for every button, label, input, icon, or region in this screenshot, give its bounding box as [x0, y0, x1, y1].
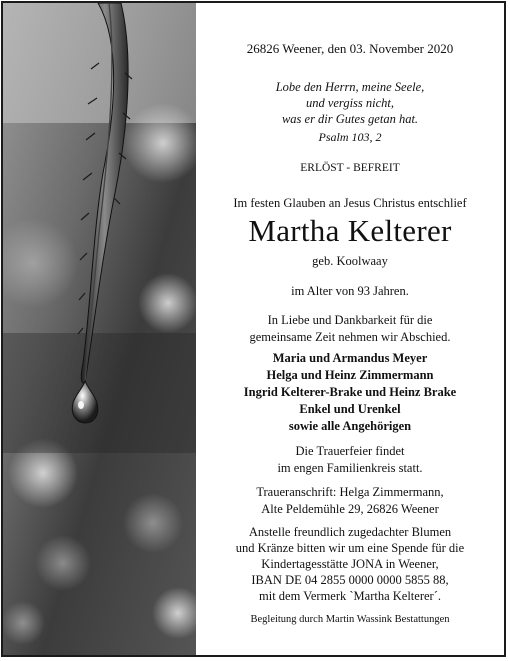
mourning-address	[196, 484, 504, 518]
donation-line: IBAN DE 04 2855 0000 0000 5855 88,	[251, 573, 449, 587]
address-line: Traueranschrift: Helga Zimmermann,	[256, 485, 444, 499]
psalm-quote	[196, 79, 504, 127]
obituary-notice	[1, 1, 506, 657]
donation-line: und Kränze bitten wir um eine Spende für die	[235, 541, 465, 555]
photo-graphic	[3, 3, 196, 655]
motto: ERLÖST - BEFREIT	[300, 162, 400, 174]
dateline: 26826 Weener, den 03. November 2020	[246, 41, 454, 56]
mourner-item: Maria und Armandus Meyer	[272, 351, 428, 365]
leaf-waterdrop-photo	[3, 3, 196, 655]
address-line: Alte Peldemühle 29, 26826 Weener	[261, 502, 439, 516]
farewell-line: In Liebe und Dankbarkeit für die	[267, 313, 433, 327]
funeral-line: im engen Familienkreis statt.	[277, 461, 423, 475]
donation-line: Kindertagesstätte JONA in Weener,	[261, 557, 439, 571]
donation-line: mit dem Vermerk `Martha Kelterer´.	[259, 589, 441, 603]
farewell-text	[196, 312, 504, 346]
deceased-name: Martha Kelterer	[248, 213, 452, 248]
mourner-item: Helga und Heinz Zimmermann	[266, 368, 434, 382]
mourner-item: Enkel und Urenkel	[299, 402, 401, 416]
funeral-info	[196, 443, 504, 477]
mourner-item: sowie alle Angehörigen	[288, 419, 412, 433]
notice-text-column	[196, 3, 504, 655]
psalm-line: Lobe den Herrn, meine Seele,	[275, 80, 425, 94]
intro-text: Im festen Glauben an Jesus Christus entschlief	[233, 196, 467, 210]
psalm-reference: Psalm 103, 2	[318, 130, 382, 144]
mourners-list	[196, 350, 504, 435]
donation-line: Anstelle freundlich zugedachter Blumen	[248, 525, 452, 539]
age-text: im Alter von 93 Jahren.	[291, 284, 409, 298]
maiden-name: geb. Koolwaay	[312, 254, 388, 268]
funeral-line: Die Trauerfeier findet	[295, 444, 405, 458]
undertaker-credit: Begleitung durch Martin Wassink Bestattungen	[250, 614, 450, 625]
psalm-line: was er dir Gutes getan hat.	[281, 112, 419, 126]
farewell-line: gemeinsame Zeit nehmen wir Abschied.	[249, 330, 451, 344]
psalm-line: und vergiss nicht,	[305, 96, 395, 110]
mourner-item: Ingrid Kelterer-Brake und Heinz Brake	[243, 385, 457, 399]
donation-request	[196, 524, 504, 604]
